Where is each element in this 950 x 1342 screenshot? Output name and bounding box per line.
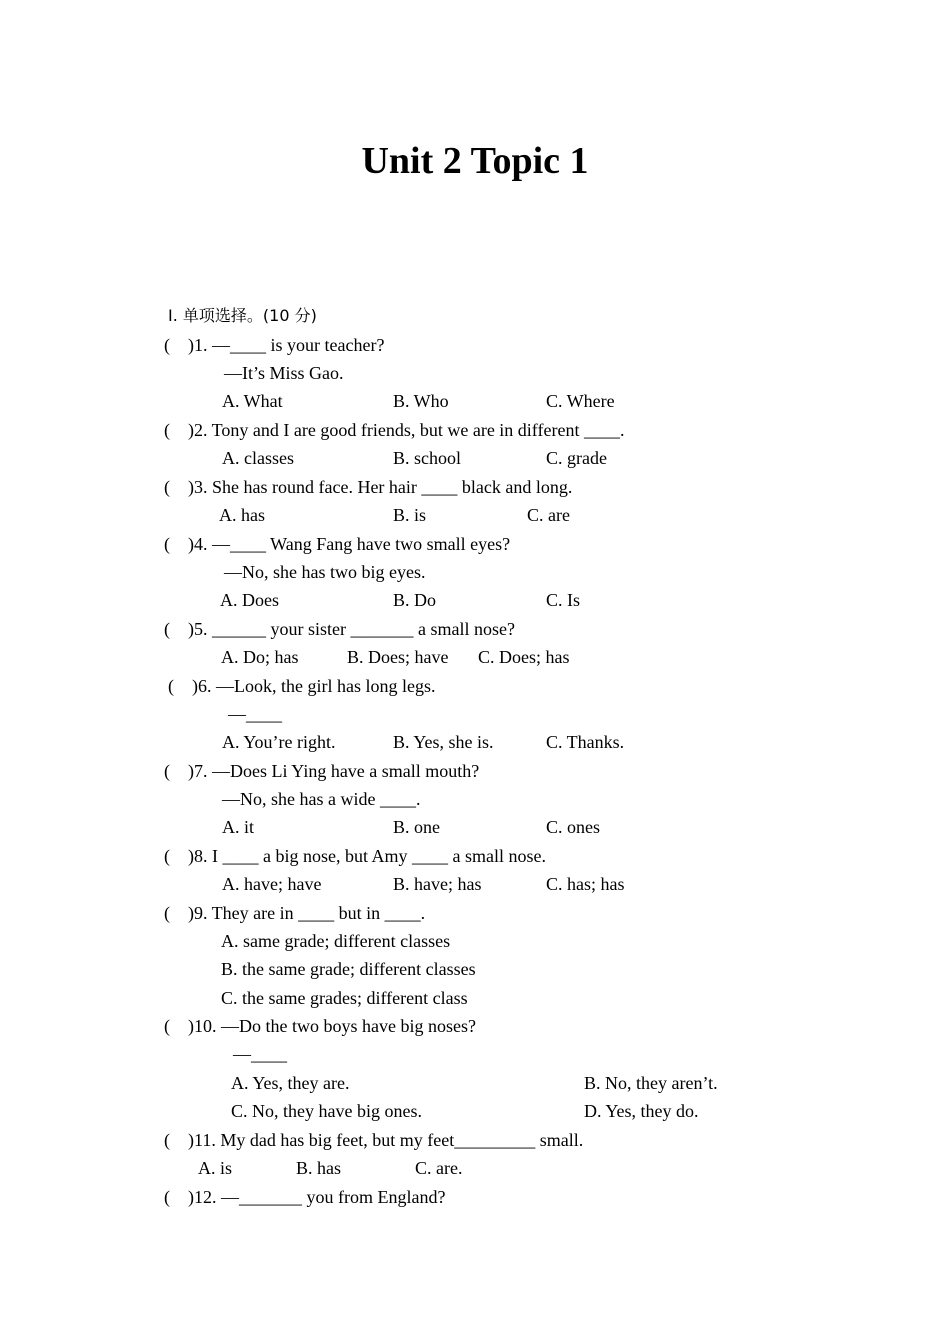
question-3-option-a: A. has bbox=[219, 505, 265, 525]
question-1-option-a: A. What bbox=[222, 391, 283, 411]
question-9-option-a: A. same grade; different classes bbox=[221, 931, 451, 951]
question-6-response: —____ bbox=[228, 704, 282, 724]
question-2-option-b: B. school bbox=[393, 448, 462, 468]
question-9-option-c: C. the same grades; different class bbox=[221, 988, 468, 1008]
question-5-option-b: B. Does; have bbox=[347, 647, 449, 667]
question-11: ( )11. My dad has big feet, but my feet_________ small. bbox=[164, 1130, 584, 1150]
question-10: ( )10. —Do the two boys have big noses? bbox=[164, 1016, 476, 1036]
question-6-option-b: B. Yes, she is. bbox=[393, 732, 494, 752]
question-10-response: —____ bbox=[233, 1044, 287, 1064]
question-11-option-b: B. has bbox=[296, 1158, 341, 1178]
question-7: ( )7. —Does Li Ying have a small mouth? bbox=[164, 761, 480, 781]
question-4-option-b: B. Do bbox=[393, 590, 437, 610]
question-10-option-b: B. No, they aren’t. bbox=[584, 1073, 718, 1093]
question-4-response: —No, she has two big eyes. bbox=[224, 562, 426, 582]
question-3-option-c: C. are bbox=[527, 505, 570, 525]
question-7-option-a: A. it bbox=[222, 817, 255, 837]
question-6-option-a: A. You’re right. bbox=[222, 732, 336, 752]
question-4-option-a: A. Does bbox=[220, 590, 279, 610]
question-10-option-a: A. Yes, they are. bbox=[231, 1073, 350, 1093]
question-9: ( )9. They are in ____ but in ____. bbox=[164, 903, 426, 923]
question-11-option-a: A. is bbox=[198, 1158, 233, 1178]
question-5-option-a: A. Do; has bbox=[221, 647, 299, 667]
section-heading: Ⅰ. 单项选择。(10 分) bbox=[168, 306, 317, 325]
question-8-option-c: C. has; has bbox=[546, 874, 625, 894]
question-3-option-b: B. is bbox=[393, 505, 427, 525]
page-title: Unit 2 Topic 1 bbox=[361, 140, 589, 182]
question-12: ( )12. —_______ you from England? bbox=[164, 1187, 446, 1207]
question-4-option-c: C. Is bbox=[546, 590, 581, 610]
question-8-option-b: B. have; has bbox=[393, 874, 482, 894]
question-5-option-c: C. Does; has bbox=[478, 647, 570, 667]
question-11-option-c: C. are. bbox=[415, 1158, 463, 1178]
question-6: ( )6. —Look, the girl has long legs. bbox=[168, 676, 436, 696]
question-7-option-c: C. ones bbox=[546, 817, 600, 837]
question-8: ( )8. I ____ a big nose, but Amy ____ a small nose. bbox=[164, 846, 546, 866]
question-2: ( )2. Tony and I are good friends, but we are in different ____. bbox=[164, 420, 625, 440]
question-1-response: —It’s Miss Gao. bbox=[224, 363, 344, 383]
question-10-option-d: D. Yes, they do. bbox=[584, 1101, 699, 1121]
question-7-response: —No, she has a wide ____. bbox=[222, 789, 421, 809]
question-6-option-c: C. Thanks. bbox=[546, 732, 625, 752]
question-1-option-b: B. Who bbox=[393, 391, 449, 411]
question-4: ( )4. —____ Wang Fang have two small eyes? bbox=[164, 534, 511, 554]
question-2-option-c: C. grade bbox=[546, 448, 607, 468]
question-8-option-a: A. have; have bbox=[222, 874, 322, 894]
question-3: ( )3. She has round face. Her hair ____ black and long. bbox=[164, 477, 573, 497]
question-1-option-c: C. Where bbox=[546, 391, 615, 411]
question-1: ( )1. —____ is your teacher? bbox=[164, 335, 385, 355]
question-9-option-b: B. the same grade; different classes bbox=[221, 959, 476, 979]
question-5: ( )5. ______ your sister _______ a small nose? bbox=[164, 619, 515, 639]
question-10-option-c: C. No, they have big ones. bbox=[231, 1101, 422, 1121]
question-2-option-a: A. classes bbox=[222, 448, 294, 468]
question-7-option-b: B. one bbox=[393, 817, 440, 837]
